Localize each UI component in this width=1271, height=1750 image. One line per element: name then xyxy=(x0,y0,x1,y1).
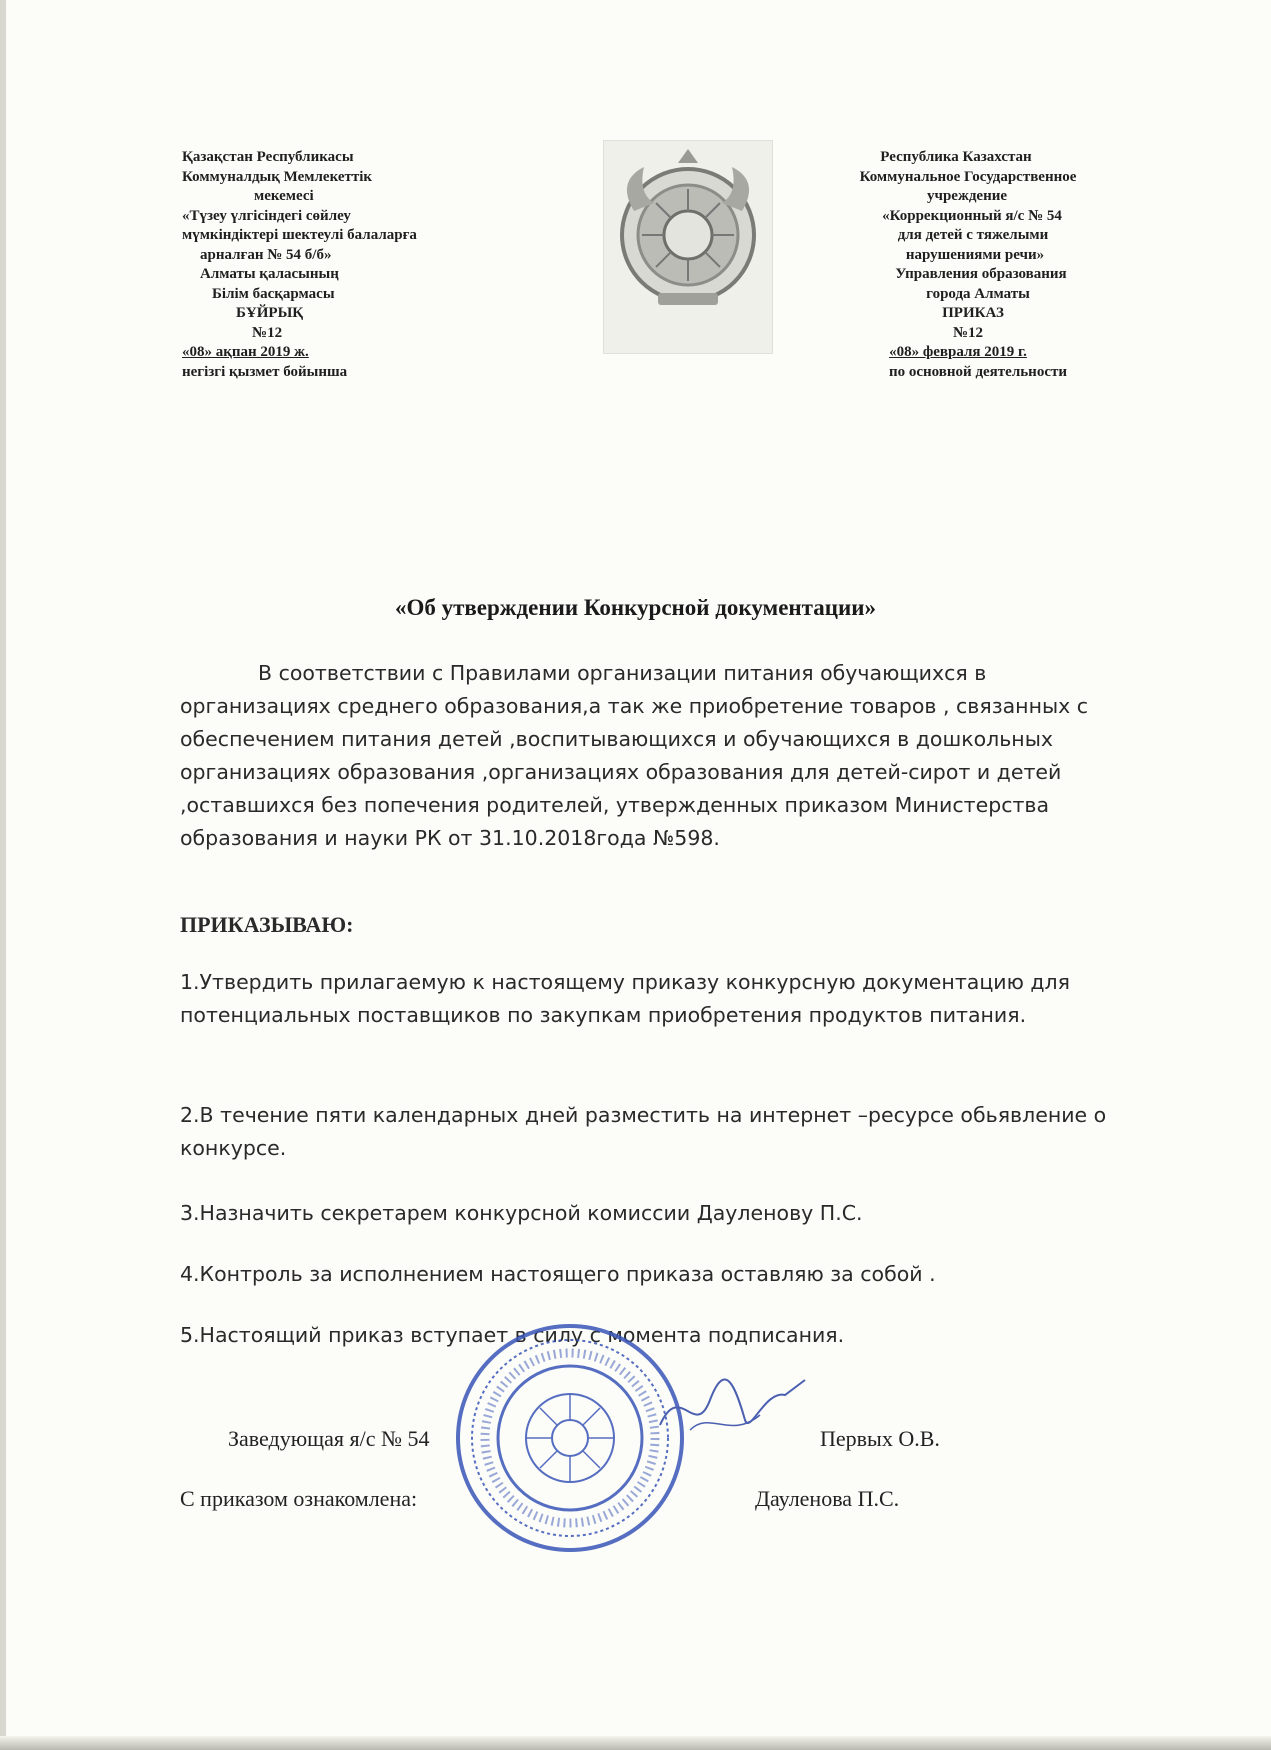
head-name: Первых О.В. xyxy=(820,1426,940,1451)
header-right-line: Республика Казахстан xyxy=(880,149,1032,165)
state-emblem-icon xyxy=(603,140,773,354)
document-title: «Об утверждении Конкурсной документации» xyxy=(394,595,877,620)
header-right xyxy=(818,148,1158,382)
ack-label: С приказом ознакомлена: xyxy=(180,1486,418,1511)
header-left-basis: негізгі қызмет бойынша xyxy=(182,363,348,380)
header-left-line: Алматы қаласының xyxy=(200,266,339,282)
order-point: 2.В течение пяти календарных дней разместить на интернет –ресурсе обьявление о конкурсе. xyxy=(180,1103,1107,1160)
header-right-line: «Коррекционный я/с № 54 xyxy=(882,207,1062,224)
header-right-line: ПРИКАЗ xyxy=(942,305,1004,321)
ack-name: Дауленова П.С. xyxy=(755,1486,900,1511)
header-right-line: №12 xyxy=(952,324,984,341)
header-left-line: «Түзеу үлгісіндегі сөйлеу xyxy=(182,207,351,224)
header-left-line: арналған № 54 б/б» xyxy=(200,246,332,263)
header-left-date: «08» ақпан 2019 ж. xyxy=(182,344,309,360)
header-right-basis: по основной деятельности xyxy=(888,363,1067,380)
order-point: 3.Назначить секретарем конкурсной комиссии Дауленову П.С. xyxy=(180,1201,863,1225)
header-right-line: Коммунальное Государственное xyxy=(859,168,1077,185)
header-right-line: города Алматы xyxy=(926,285,1030,302)
page-edge-left xyxy=(0,0,6,1750)
header-left-line: Коммуналдық Мемлекеттік xyxy=(182,168,373,185)
order-point: 4.Контроль за исполнением настоящего приказа оставляю за собой . xyxy=(180,1262,936,1286)
signature-icon xyxy=(650,1370,810,1450)
header-left-line: Қазақстан Республикасы xyxy=(182,149,354,165)
header-right-date: «08» февраля 2019 г. xyxy=(889,344,1027,360)
header-left-line: №12 xyxy=(252,324,283,341)
order-point: 1.Утвердить прилагаемую к настоящему приказу конкурсную документацию для потенциальных поставщиков по закупкам приобретения продуктов питания. xyxy=(180,970,1070,1027)
page-edge-bottom xyxy=(0,1736,1271,1750)
header-left-line: мүмкіндіктері шектеулі балаларға xyxy=(182,227,417,243)
header-left-line: Білім басқармасы xyxy=(212,285,335,302)
header-left-line: мекемесі xyxy=(254,188,314,204)
order-point: 5.Настоящий приказ вступает в силу с момента подписания. xyxy=(180,1323,845,1347)
header-right-line: для детей с тяжелыми xyxy=(897,227,1049,243)
header-left-line: БҰЙРЫҚ xyxy=(236,305,304,321)
header-right-line: Управления образования xyxy=(895,266,1067,282)
order-heading: ПРИКАЗЫВАЮ: xyxy=(180,912,354,937)
header-left xyxy=(182,148,542,382)
intro-paragraph: В соответствии с Правилами организации питания обучающихся в организациях среднего образования,а так же приобретение товаров , связанных с обеспечением питания детей ,воспитывающихся и обучающихся в дошкольных организациях образования ,организациях образования для детей-сирот и детей ,оставшихся без попечения родителей, утвержденных приказом Министерства образования и науки РК от 31.10.2018года №598. xyxy=(180,661,1089,850)
header-right-line: учреждение xyxy=(926,188,1008,204)
header-right-line: нарушениями речи» xyxy=(905,246,1045,263)
head-role: Заведующая я/с № 54 xyxy=(228,1426,430,1451)
